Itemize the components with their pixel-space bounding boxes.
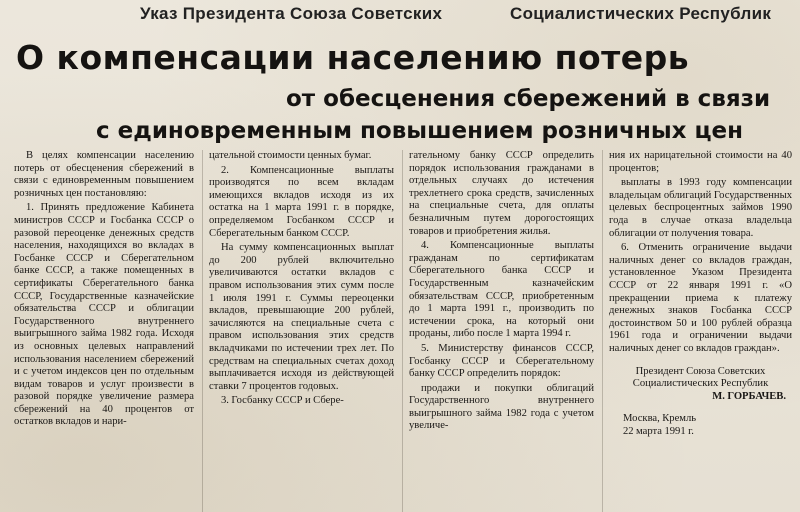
- signature-name: М. ГОРБАЧЕВ.: [712, 390, 786, 402]
- paragraph: 1. Принять предложение Кабинета министров СССР и Госбанка СССР о разовой переоценке денежных средств населения, находящихся во вкладах в Госбанке СССР и Сберегательном банке СССР, а также помещенных в сертификаты Сберегательного банка СССР, Государственные казначейские обязательства СССР и облигации Государственного внутреннего выигрышного займа 1982 года. Исходя из основных целевых направлений использования населением сбережений и с учетом индексов цен по отдельным видам товаров и услуг произвести в разовой порядке увеличение размера сбережений на 40 процентов от остатков вкладов и нари-: [14, 202, 194, 428]
- headline-line-2: от обесценения сбережений в связи: [286, 86, 771, 112]
- paragraph: 2. Компенсационные выплаты производятся по всем вкладам имеющихся вкладов исходя из их остатка на 1 марта 1991 г. в порядке, определяемом Госбанком СССР и Сберегательным банком СССР.: [209, 164, 394, 239]
- signing-date: 22 марта 1991 г.: [623, 425, 694, 437]
- decree-header-right: Социалистических Республик: [510, 4, 772, 23]
- paragraph: гательному банку СССР определить порядок использования гражданами в отдельных случаях до истечения трехлетнего срока средств, зачисленных на специальные счета, для оплаты безналичным путем дорогостоящих товаров и приобретения жилья.: [409, 150, 594, 237]
- paragraph: 4. Компенсационные выплаты гражданам по сертификатам Сберегательного банка СССР и Государственным казначейским обязательствам СССР, приобретенным до 1 марта 1991 г., производить по истечении срока, на который они проданы, либо после 1 марта 1994 г.: [409, 240, 594, 340]
- paragraph: 5. Министерству финансов СССР, Госбанку СССР и Сберегательному банку СССР определить порядок:: [409, 342, 594, 380]
- signing-place: Москва, Кремль: [623, 413, 697, 425]
- headline-line-1: О компенсации населению потерь: [16, 38, 690, 77]
- headline-line-3: с единовременным повышением розничных цен: [96, 118, 744, 144]
- column-divider: [602, 150, 603, 512]
- signature-title: Президент Союза Советских Социалистических Республик: [632, 365, 769, 390]
- column-2: [209, 150, 394, 512]
- column-divider: [402, 150, 403, 512]
- paragraph: 6. Отменить ограничение выдачи наличных денег со вкладов граждан, установленное Указом Президента СССР от 22 января 1991 г. «О прекращении приема к платежу денежных знаков Госбанка СССР достоинством 50 и 100 рублей образца 1961 года и ограничении выдачи наличных денег со вкладов граждан».: [609, 242, 792, 354]
- paragraph: На сумму компенсационных выплат до 200 рублей включительно увеличиваются остатки вкладов с правом использования этих сумм после 1 июля 1991 г. Суммы переоценки вкладов, превышающие 200 рублей, зачисляются на специальные счета с правом использования этих средств вкладчиками по истечении трех лет. По средствам на специальных счетах доход выплачивается исходя из действующей ставки 7 процентов годовых.: [209, 242, 394, 392]
- paragraph: продажи и покупки облигаций Государственного внутреннего выигрышного займа 1982 года с учетом увеличе-: [409, 382, 594, 432]
- decree-header: [140, 2, 800, 28]
- article-body: [14, 150, 794, 512]
- column-4: [609, 150, 792, 512]
- column-3: [409, 150, 594, 512]
- paragraph: ния их нарицательной стоимости на 40 процентов;: [609, 150, 792, 174]
- paragraph: В целях компенсации населению потерь от обесценения сбережений в связи с единовременным повышением розничных цен постановляю:: [14, 150, 194, 199]
- column-divider: [202, 150, 203, 512]
- decree-header-left: Указ Президента Союза Советских: [140, 4, 443, 23]
- paragraph: 3. Госбанку СССР и Сбере-: [221, 395, 344, 407]
- paragraph: цательной стоимости ценных бумаг.: [209, 150, 372, 161]
- column-1: [14, 150, 194, 512]
- paragraph: выплаты в 1993 году компенсации владельцам облигаций Государственных целевых беспроцентных займов 1990 года в случае отказа владельца облигации от получения товара.: [609, 177, 792, 239]
